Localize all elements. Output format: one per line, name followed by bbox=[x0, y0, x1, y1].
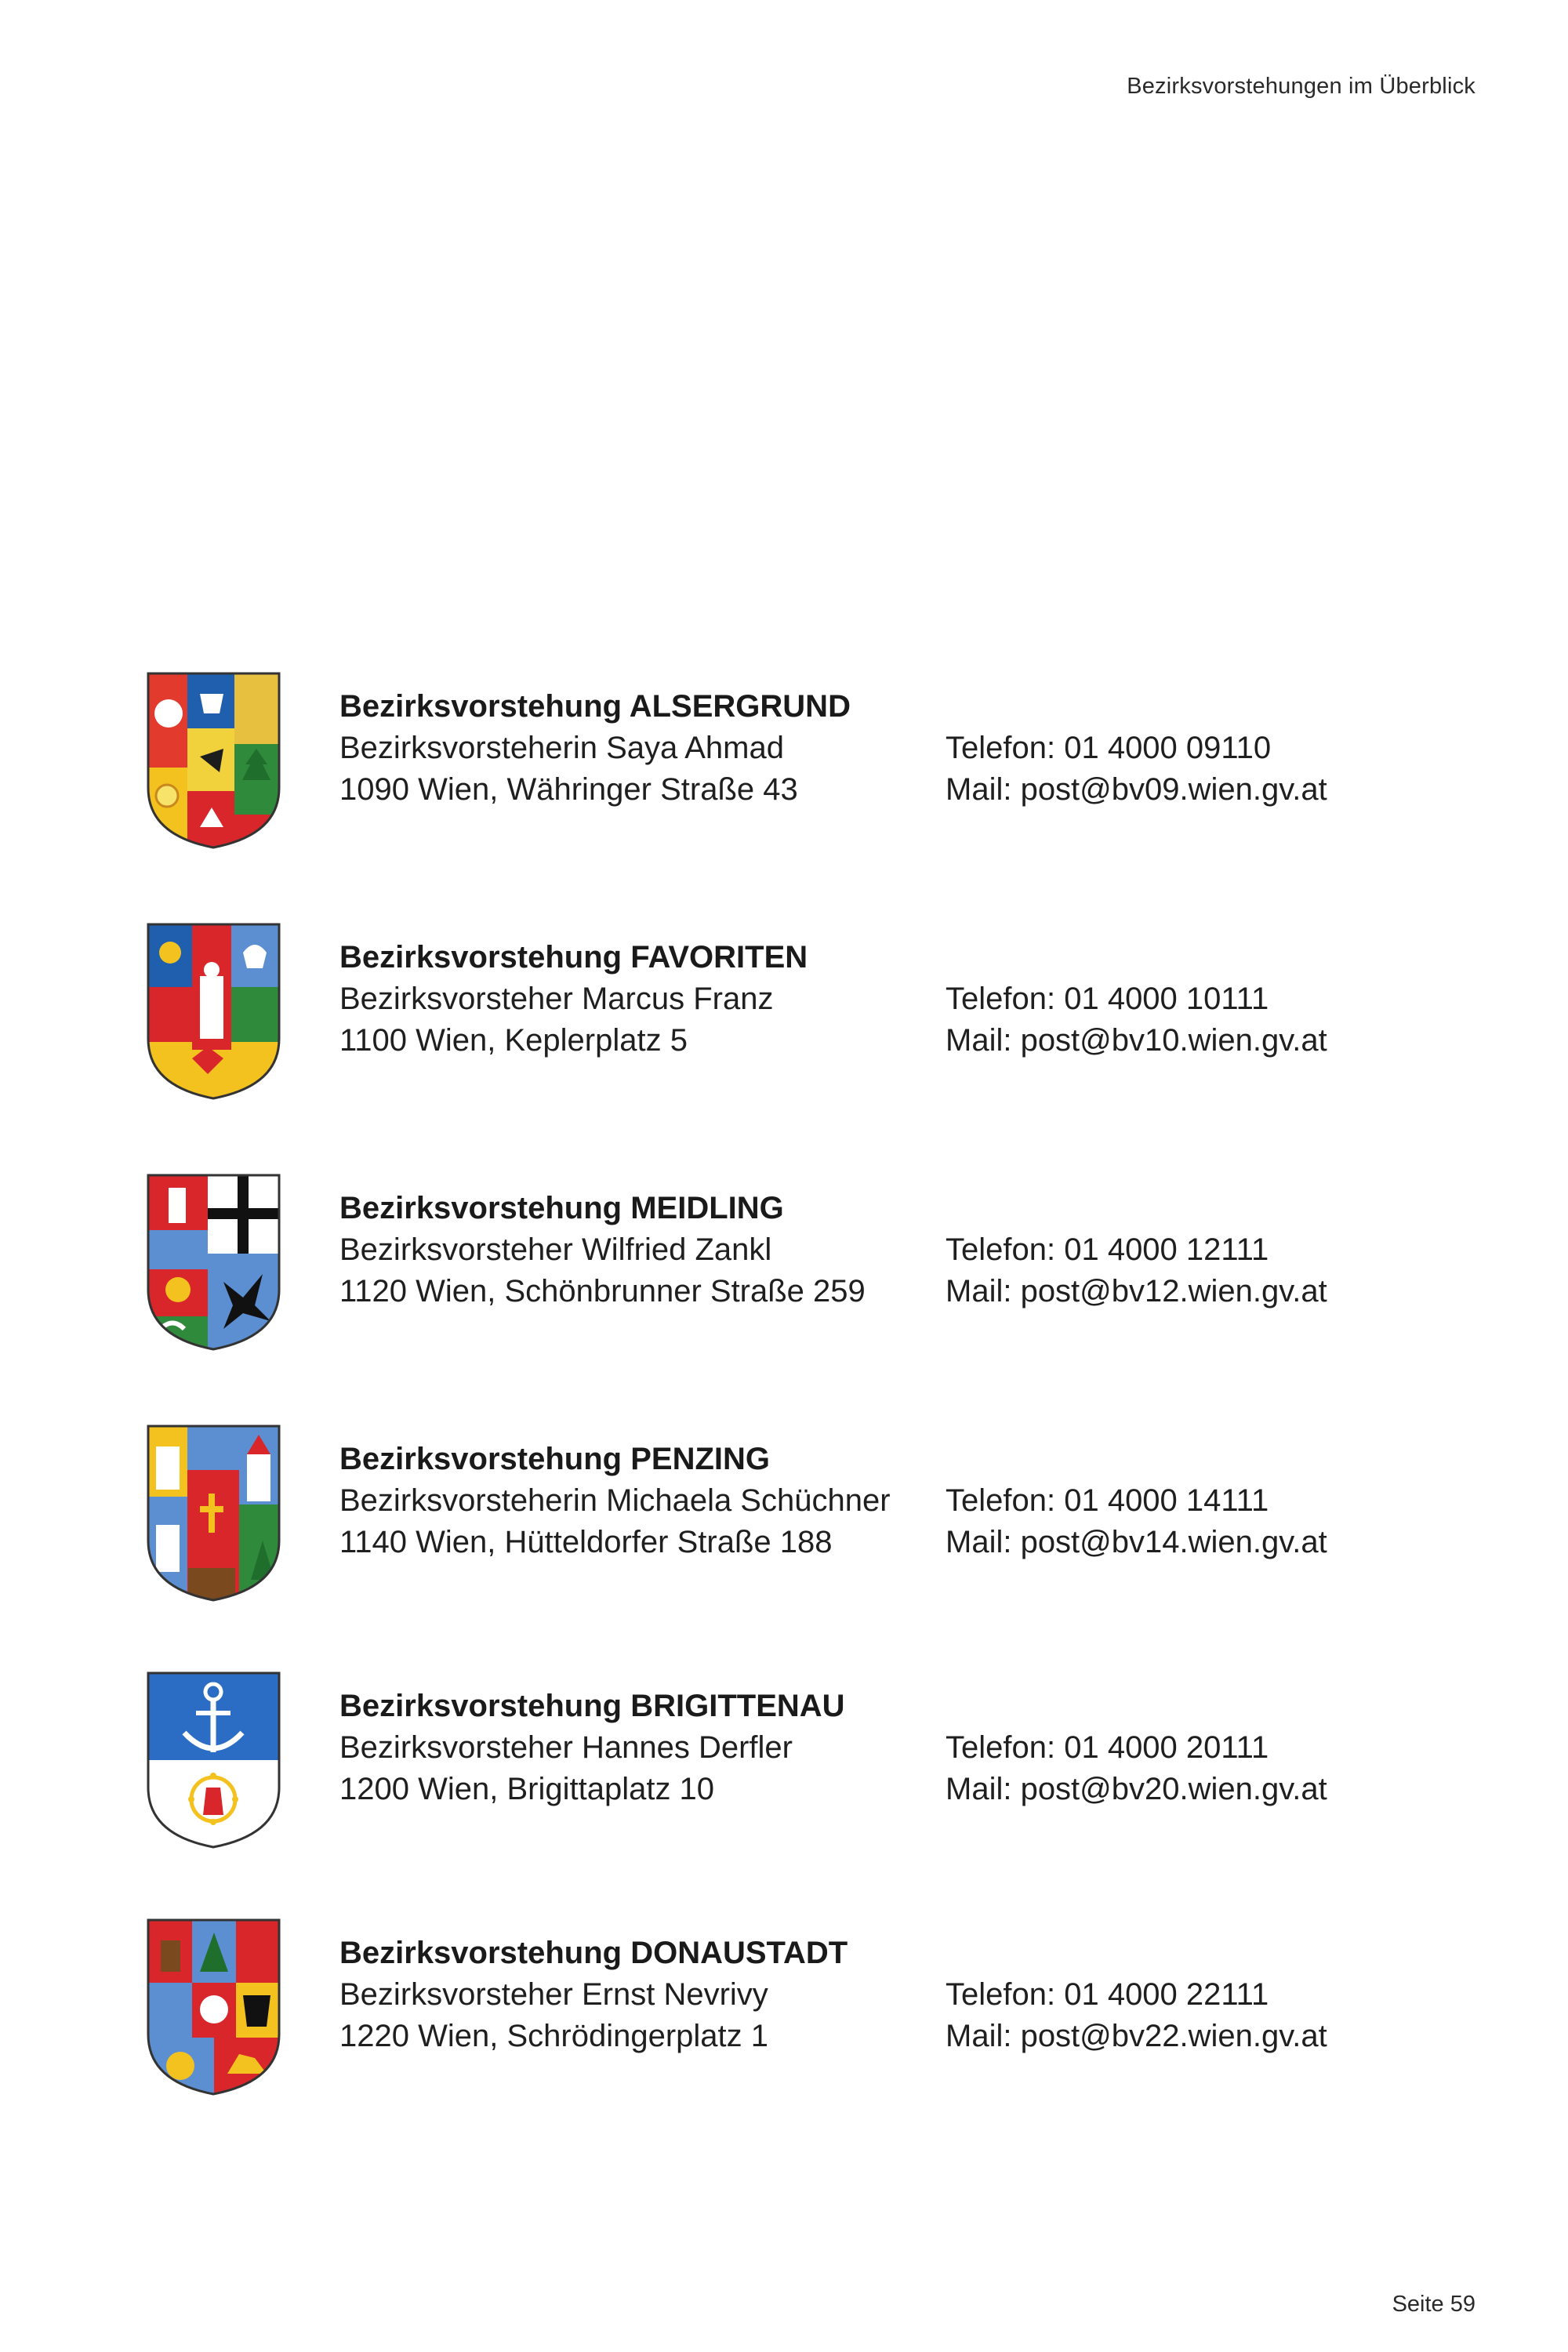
office-address: 1090 Wien, Währinger Straße 43 bbox=[339, 772, 798, 807]
district-head-name: Bezirksvorsteher Ernst Nevrivy bbox=[339, 1977, 768, 2012]
meidling-coat-of-arms-icon bbox=[145, 1172, 282, 1352]
donaustadt-coat-of-arms-icon bbox=[145, 1917, 282, 2097]
brigittenau-coat-of-arms-icon bbox=[145, 1670, 282, 1850]
district-head-name: Bezirksvorsteherin Saya Ahmad bbox=[339, 731, 784, 765]
phone-number: Telefon: 01 4000 12111 bbox=[946, 1232, 1269, 1267]
district-entry-alsergrund bbox=[145, 670, 1494, 858]
email-address: Mail: post@bv22.wien.gv.at bbox=[946, 2019, 1327, 2053]
phone-number: Telefon: 01 4000 22111 bbox=[946, 1977, 1269, 2012]
phone-number: Telefon: 01 4000 20111 bbox=[946, 1730, 1269, 1765]
phone-number: Telefon: 01 4000 14111 bbox=[946, 1483, 1269, 1518]
running-header: Bezirksvorstehungen im Überblick bbox=[1127, 74, 1475, 99]
entry-title: Bezirksvorstehung MEIDLING bbox=[339, 1191, 784, 1225]
email-address: Mail: post@bv09.wien.gv.at bbox=[946, 772, 1327, 807]
district-head-name: Bezirksvorsteher Hannes Derfler bbox=[339, 1730, 793, 1765]
entry-title: Bezirksvorstehung PENZING bbox=[339, 1442, 771, 1476]
district-entry-brigittenau bbox=[145, 1670, 1494, 1858]
entry-title: Bezirksvorstehung FAVORITEN bbox=[339, 940, 808, 975]
email-address: Mail: post@bv10.wien.gv.at bbox=[946, 1023, 1327, 1058]
district-entry-donaustadt bbox=[145, 1917, 1494, 2105]
office-address: 1120 Wien, Schönbrunner Straße 259 bbox=[339, 1274, 866, 1308]
email-address: Mail: post@bv20.wien.gv.at bbox=[946, 1772, 1327, 1806]
penzing-coat-of-arms-icon bbox=[145, 1423, 282, 1603]
phone-number: Telefon: 01 4000 10111 bbox=[946, 982, 1269, 1016]
entry-title: Bezirksvorstehung DONAUSTADT bbox=[339, 1936, 848, 1970]
office-address: 1200 Wien, Brigittaplatz 10 bbox=[339, 1772, 715, 1806]
entry-title: Bezirksvorstehung BRIGITTENAU bbox=[339, 1689, 845, 1723]
email-address: Mail: post@bv12.wien.gv.at bbox=[946, 1274, 1327, 1308]
district-head-name: Bezirksvorsteher Marcus Franz bbox=[339, 982, 774, 1016]
district-entry-meidling bbox=[145, 1172, 1494, 1360]
district-entry-penzing bbox=[145, 1423, 1494, 1611]
district-entry-favoriten bbox=[145, 921, 1494, 1109]
district-head-name: Bezirksvorsteherin Michaela Schüchner bbox=[339, 1483, 891, 1518]
office-address: 1100 Wien, Keplerplatz 5 bbox=[339, 1023, 688, 1058]
alsergrund-coat-of-arms-icon bbox=[145, 670, 282, 851]
office-address: 1220 Wien, Schrödingerplatz 1 bbox=[339, 2019, 768, 2053]
district-head-name: Bezirksvorsteher Wilfried Zankl bbox=[339, 1232, 772, 1267]
entry-title: Bezirksvorstehung ALSERGRUND bbox=[339, 689, 851, 724]
phone-number: Telefon: 01 4000 09110 bbox=[946, 731, 1272, 765]
office-address: 1140 Wien, Hütteldorfer Straße 188 bbox=[339, 1525, 833, 1559]
page-number: Seite 59 bbox=[1392, 2292, 1475, 2317]
email-address: Mail: post@bv14.wien.gv.at bbox=[946, 1525, 1327, 1559]
favoriten-coat-of-arms-icon bbox=[145, 921, 282, 1102]
